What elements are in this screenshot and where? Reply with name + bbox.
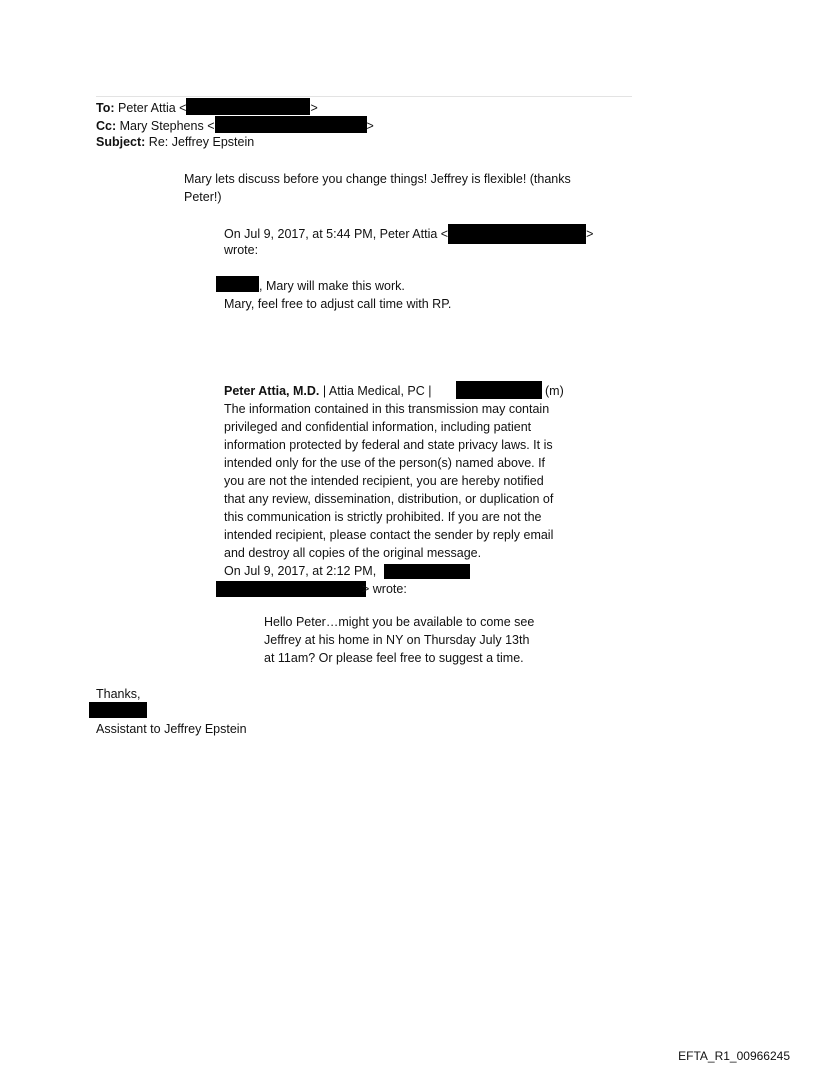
redacted-email [216, 581, 366, 597]
closing-thanks: Thanks, [96, 687, 141, 701]
to-line: To: Peter Attia < > [96, 98, 318, 117]
signature-company: | Attia Medical, PC | [319, 384, 432, 398]
disclaimer-line: and destroy all copies of the original message. [224, 546, 482, 560]
redacted-email [215, 116, 367, 133]
quote-wrote: > wrote: [362, 582, 407, 596]
subject-line [96, 133, 254, 151]
redacted-email [186, 98, 310, 115]
document-id: EFTA_R1_00966245 [678, 1049, 790, 1063]
closing-title: Assistant to Jeffrey Epstein [96, 722, 247, 736]
disclaimer-line: this communication is strictly prohibited. If you are not the [224, 510, 542, 524]
disclaimer-line: intended only for the use of the person(s) named above. If [224, 456, 546, 470]
header-divider [96, 96, 632, 97]
quote-body-line: Hello Peter…might you be available to come see [264, 615, 535, 629]
signature-mobile: (m) [545, 384, 564, 398]
disclaimer-line: that any review, dissemination, distribution, or duplication of [224, 492, 554, 506]
signature-line [224, 382, 431, 400]
quote-body-line: Jeffrey at his home in NY on Thursday July 13th [264, 633, 530, 647]
quote-wrote: wrote: [224, 243, 259, 257]
redacted-name [384, 564, 470, 579]
disclaimer-line: intended recipient, please contact the sender by reply email [224, 528, 554, 542]
reply-text-line: Peter!) [184, 190, 222, 204]
cc-name: Mary Stephens [119, 119, 204, 133]
redacted-sender-name [89, 702, 147, 718]
subject-label: Subject: [96, 135, 146, 149]
quote-attribution: On Jul 9, 2017, at 5:44 PM, Peter Attia < > [224, 224, 593, 244]
quote-body-line: at 11am? Or please feel free to suggest a time. [264, 651, 524, 665]
reply-text-line: Mary lets discuss before you change things! Jeffrey is flexible! (thanks [184, 172, 571, 186]
disclaimer-line: you are not the intended recipient, you are hereby notified [224, 474, 544, 488]
to-label: To: [96, 101, 115, 115]
quote-body-line: , Mary will make this work. [259, 279, 405, 293]
quote-body-line: Mary, feel free to adjust call time with RP. [224, 297, 452, 311]
disclaimer-line: The information contained in this transmission may contain [224, 402, 550, 416]
quote-attribution: On Jul 9, 2017, at 2:12 PM, [224, 564, 377, 578]
redacted-email [448, 224, 586, 244]
disclaimer-line: privileged and confidential information, including patient [224, 420, 532, 434]
signature-name: Peter Attia, M.D. [224, 384, 320, 398]
cc-line: Cc: Mary Stephens < > [96, 116, 374, 135]
redacted-name [216, 276, 259, 292]
subject-value: Re: Jeffrey Epstein [148, 135, 255, 149]
redacted-phone [456, 381, 542, 399]
to-name: Peter Attia [118, 101, 176, 115]
disclaimer-line: information protected by federal and state privacy laws. It is [224, 438, 553, 452]
cc-label: Cc: [96, 119, 117, 133]
